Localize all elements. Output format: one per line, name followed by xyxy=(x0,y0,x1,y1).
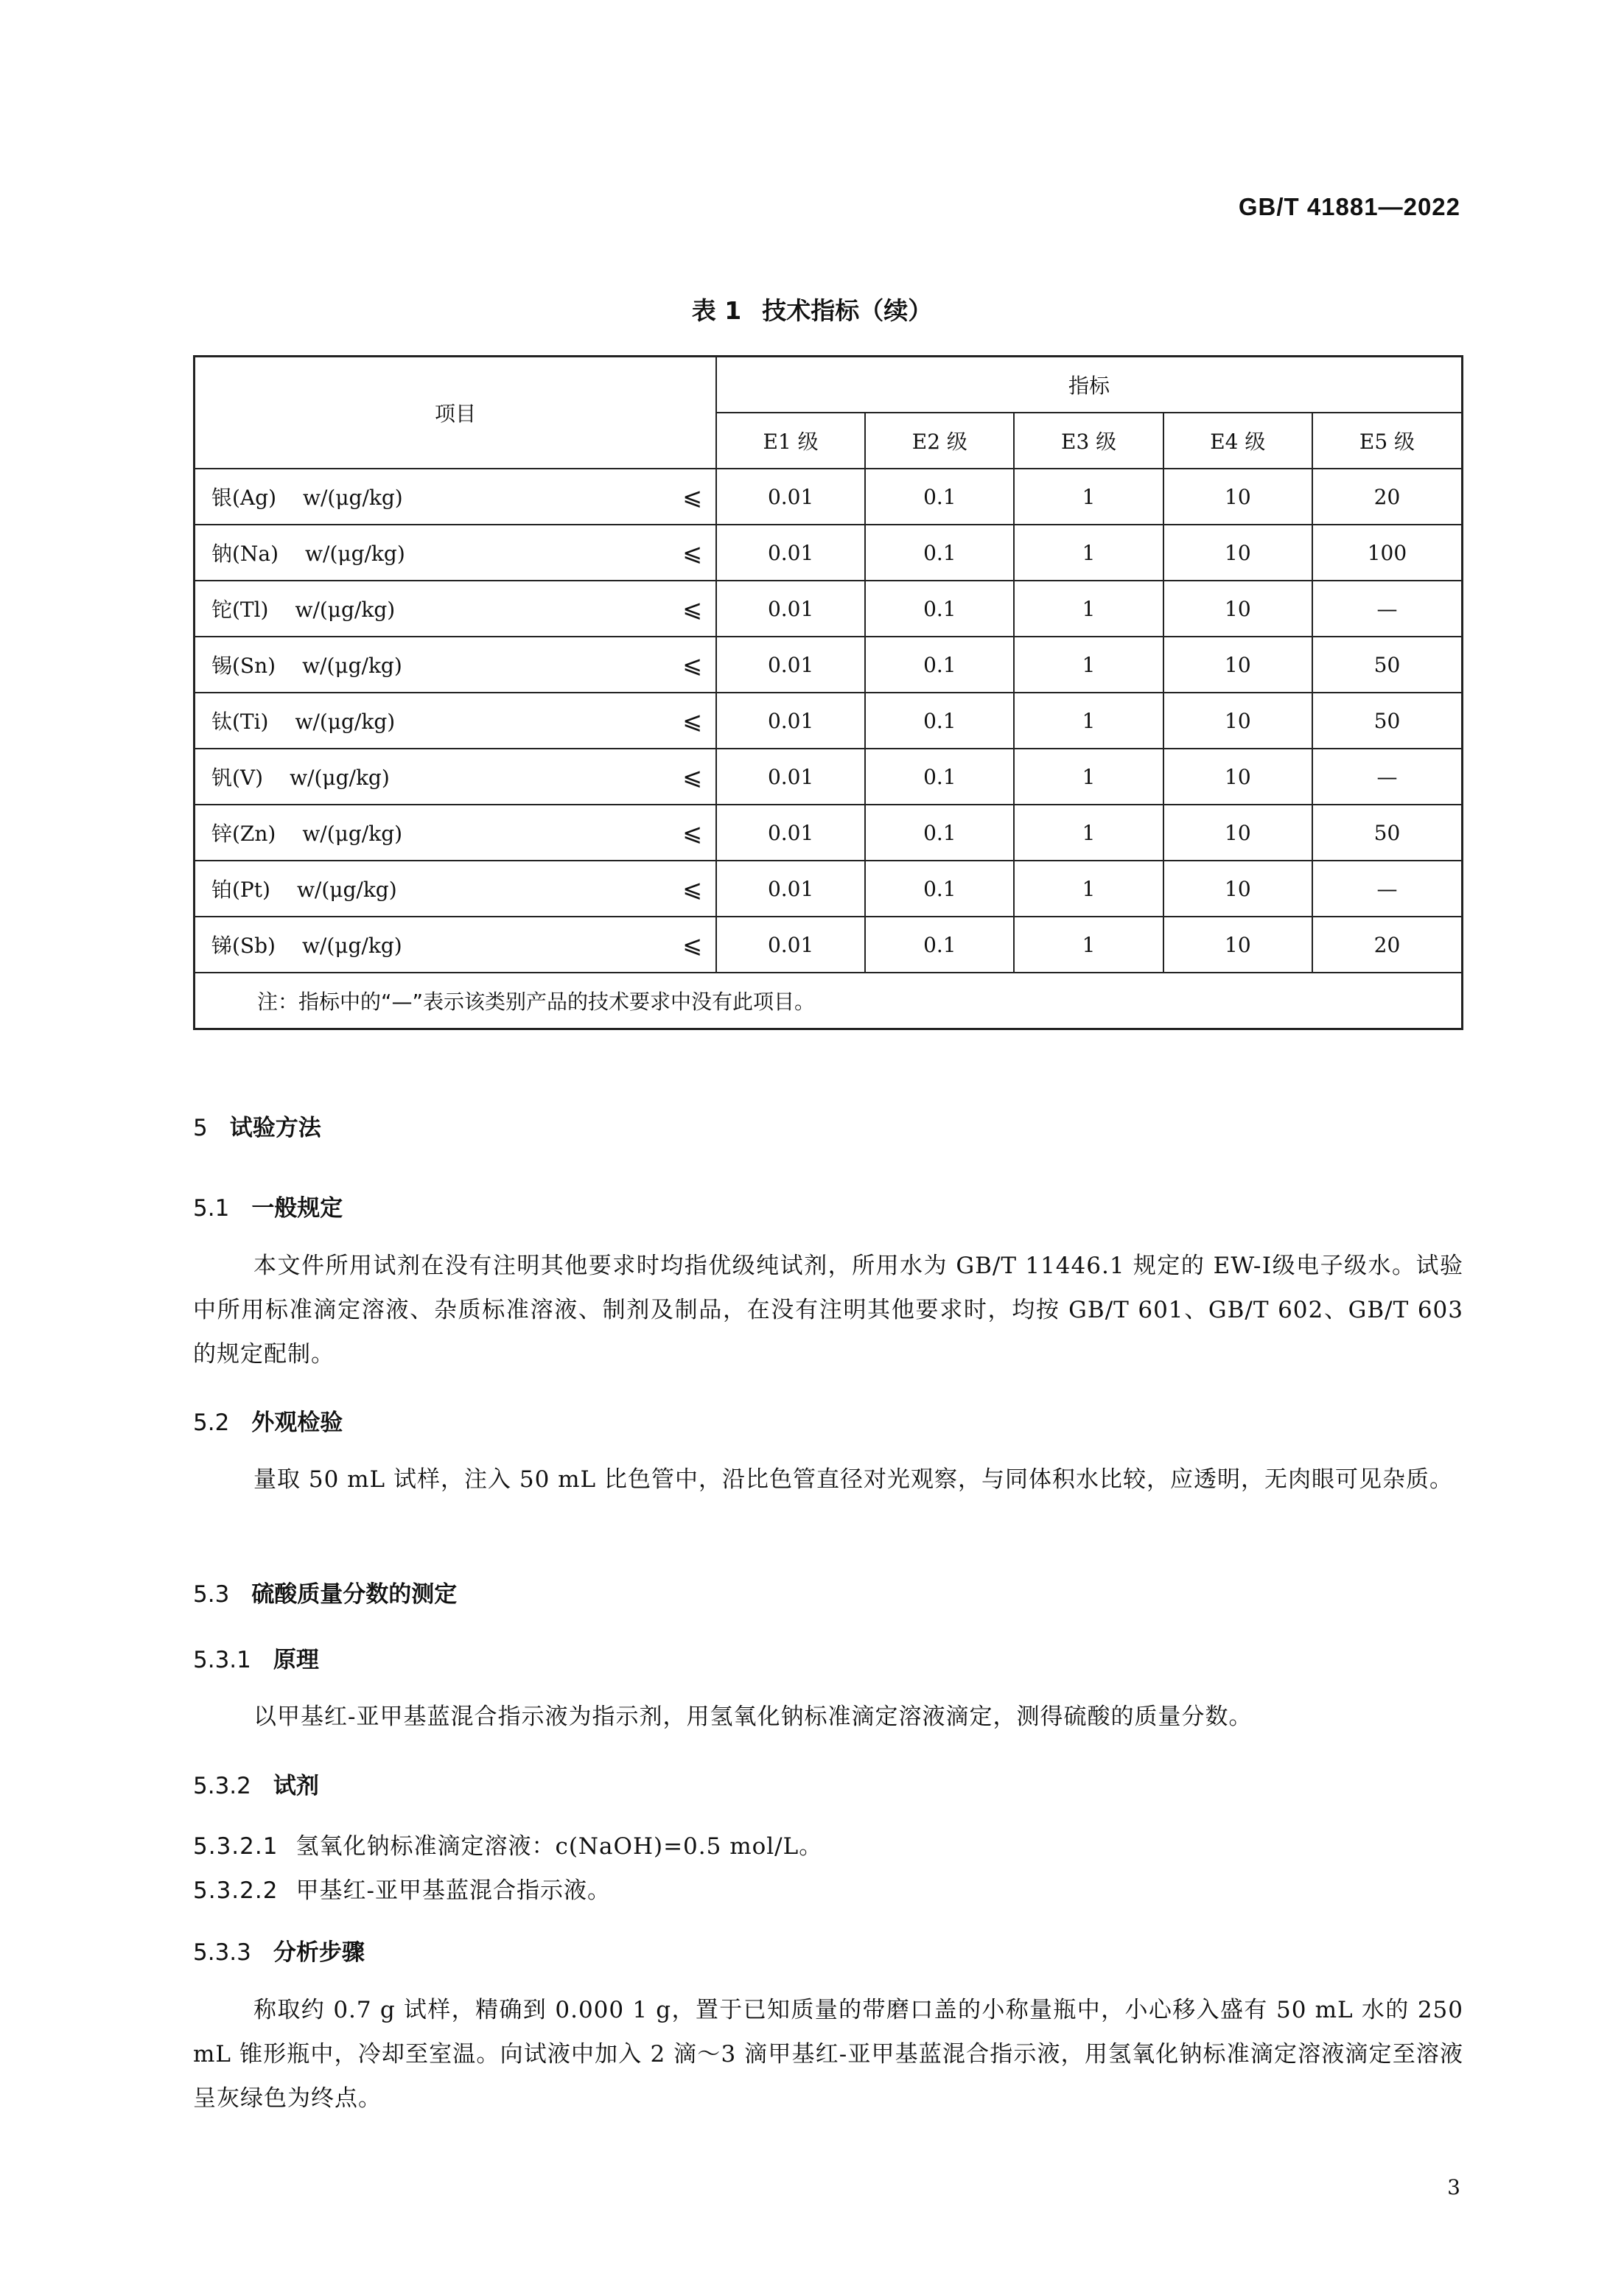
unit-label: w/(μg/kg) xyxy=(302,654,402,678)
value-cell: 0.1 xyxy=(865,749,1014,805)
value-cell: 0.1 xyxy=(865,805,1014,861)
section-5-3-2-heading xyxy=(193,1767,319,1800)
value-cell: 1 xyxy=(1014,469,1163,525)
section-title: 一般规定 xyxy=(251,1195,343,1222)
value-cell: 0.01 xyxy=(716,749,865,805)
section-title: 试验方法 xyxy=(229,1115,321,1141)
value-cell: 1 xyxy=(1014,917,1163,973)
section-5-heading xyxy=(193,1109,321,1142)
value-cell: 20 xyxy=(1312,917,1463,973)
table-title-prefix: 表 1 xyxy=(691,296,742,325)
less-equal-symbol: ⩽ xyxy=(682,875,702,903)
value-cell: 10 xyxy=(1163,861,1312,917)
value-cell: 10 xyxy=(1163,581,1312,637)
value-cell: 10 xyxy=(1163,749,1312,805)
grade-header: E3 级 xyxy=(1014,413,1163,469)
table-row xyxy=(195,693,1463,749)
value-cell: 0.1 xyxy=(865,917,1014,973)
grade-header: E2 级 xyxy=(865,413,1014,469)
element-name: 钛(Ti) xyxy=(211,710,269,734)
value-cell: 10 xyxy=(1163,805,1312,861)
unit-label: w/(μg/kg) xyxy=(290,766,390,790)
section-5-1-text: 本文件所用试剂在没有注明其他要求时均指优级纯试剂，所用水为 GB/T 11446.1 规定的 EW-Ⅰ级电子级水。试验中所用标准滴定溶液、杂质标准溶液、制剂及制品，在没有注明其他要求时，均按 GB/T 601、GB/T 602、GB/T 603 的规定配制。 xyxy=(193,1253,1463,1368)
grade-header: E1 级 xyxy=(716,413,865,469)
section-number: 5 xyxy=(193,1115,208,1141)
item-cell xyxy=(195,861,717,917)
table-row xyxy=(195,581,1463,637)
section-number: 5.2 xyxy=(193,1410,230,1436)
value-cell: 0.1 xyxy=(865,693,1014,749)
table-row xyxy=(195,525,1463,581)
value-cell: 0.01 xyxy=(716,581,865,637)
element-name: 钒(V) xyxy=(211,766,264,790)
value-cell: 20 xyxy=(1312,469,1463,525)
table-row xyxy=(195,749,1463,805)
element-name: 银(Ag) xyxy=(211,486,276,510)
section-title: 分析步骤 xyxy=(273,1939,365,1966)
value-cell: 50 xyxy=(1312,693,1463,749)
less-equal-symbol: ⩽ xyxy=(682,931,702,959)
section-number: 5.3.2 xyxy=(193,1773,251,1799)
unit-label: w/(μg/kg) xyxy=(295,710,396,734)
unit-label: w/(μg/kg) xyxy=(301,934,402,958)
value-cell: 1 xyxy=(1014,749,1163,805)
value-cell: 1 xyxy=(1014,581,1163,637)
section-number: 5.1 xyxy=(193,1195,230,1222)
section-title: 原理 xyxy=(273,1647,319,1673)
section-5-1-heading xyxy=(193,1189,343,1222)
value-cell: 0.01 xyxy=(716,469,865,525)
value-cell: 0.01 xyxy=(716,861,865,917)
less-equal-symbol: ⩽ xyxy=(682,763,702,791)
value-cell: — xyxy=(1312,581,1463,637)
value-cell: 100 xyxy=(1312,525,1463,581)
item-cell xyxy=(195,749,717,805)
page-number: 3 xyxy=(1447,2175,1460,2199)
section-5-3-3-text: 称取约 0.7 g 试样，精确到 0.000 1 g，置于已知质量的带磨口盖的小称量瓶中，小心移入盛有 50 mL 水的 250 mL 锥形瓶中，冷却至室温。向试液中加入 2 滴～3 滴甲基红-亚甲基蓝混合指示液，用氢氧化钠标准滴定溶液滴定至溶液呈灰绿色为终点。 xyxy=(193,1997,1463,2112)
value-cell: 10 xyxy=(1163,469,1312,525)
value-cell: 50 xyxy=(1312,637,1463,693)
element-name: 铂(Pt) xyxy=(211,878,270,902)
value-cell: 0.1 xyxy=(865,581,1014,637)
reagent-text: 甲基红-亚甲基蓝混合指示液。 xyxy=(295,1877,611,1904)
section-title: 硫酸质量分数的测定 xyxy=(251,1581,458,1608)
value-cell: — xyxy=(1312,749,1463,805)
value-cell: — xyxy=(1312,861,1463,917)
value-cell: 0.01 xyxy=(716,525,865,581)
value-cell: 1 xyxy=(1014,805,1163,861)
item-cell xyxy=(195,525,717,581)
grade-header: E4 级 xyxy=(1163,413,1312,469)
value-cell: 0.1 xyxy=(865,861,1014,917)
section-5-2-heading xyxy=(193,1404,343,1437)
section-5-3-3-heading xyxy=(193,1933,365,1967)
less-equal-symbol: ⩽ xyxy=(682,819,702,847)
grade-header: E5 级 xyxy=(1312,413,1463,469)
standard-code: GB/T 41881—2022 xyxy=(1238,193,1460,220)
section-5-2-text: 量取 50 mL 试样，注入 50 mL 比色管中，沿比色管直径对光观察，与同体积水比较，应透明，无肉眼可见杂质。 xyxy=(253,1466,1453,1493)
spec-table xyxy=(193,355,1463,1030)
value-cell: 0.1 xyxy=(865,637,1014,693)
table-row xyxy=(195,469,1463,525)
unit-label: w/(μg/kg) xyxy=(295,598,396,622)
element-name: 锡(Sn) xyxy=(211,654,276,678)
table-note: 注：指标中的“—”表示该类别产品的技术要求中没有此项目。 xyxy=(195,973,1463,1029)
section-5-3-heading xyxy=(193,1575,457,1608)
item-cell xyxy=(195,693,717,749)
spec-table-body xyxy=(195,469,1463,973)
value-cell: 0.01 xyxy=(716,693,865,749)
table-row xyxy=(195,805,1463,861)
section-title: 试剂 xyxy=(273,1773,319,1799)
section-5-3-1-text: 以甲基红-亚甲基蓝混合指示液为指示剂，用氢氧化钠标准滴定溶液滴定，测得硫酸的质量分数。 xyxy=(253,1704,1253,1730)
value-cell: 10 xyxy=(1163,917,1312,973)
unit-label: w/(μg/kg) xyxy=(302,822,403,846)
unit-label: w/(μg/kg) xyxy=(303,486,403,510)
section-title: 外观检验 xyxy=(251,1410,343,1436)
reagent-text: 氢氧化钠标准滴定溶液：c(NaOH)=0.5 mol/L。 xyxy=(295,1833,823,1860)
table-title-text: 技术指标（续） xyxy=(762,296,933,325)
table-row xyxy=(195,861,1463,917)
unit-label: w/(μg/kg) xyxy=(296,878,397,902)
less-equal-symbol: ⩽ xyxy=(682,707,702,735)
item-cell xyxy=(195,637,717,693)
less-equal-symbol: ⩽ xyxy=(682,595,702,623)
table-row xyxy=(195,917,1463,973)
value-cell: 50 xyxy=(1312,805,1463,861)
less-equal-symbol: ⩽ xyxy=(682,539,702,567)
section-number: 5.3 xyxy=(193,1581,230,1608)
less-equal-symbol: ⩽ xyxy=(682,651,702,679)
table-row xyxy=(195,637,1463,693)
section-number: 5.3.1 xyxy=(193,1647,251,1673)
value-cell: 0.01 xyxy=(716,637,865,693)
col-item-header: 项目 xyxy=(195,357,717,469)
value-cell: 0.01 xyxy=(716,917,865,973)
value-cell: 10 xyxy=(1163,693,1312,749)
value-cell: 1 xyxy=(1014,525,1163,581)
reagent-item xyxy=(193,1827,822,1860)
reagent-item xyxy=(193,1872,611,1905)
element-name: 锌(Zn) xyxy=(211,822,276,846)
col-group-header: 指标 xyxy=(716,357,1463,413)
item-cell xyxy=(195,917,717,973)
item-cell xyxy=(195,581,717,637)
value-cell: 10 xyxy=(1163,525,1312,581)
value-cell: 1 xyxy=(1014,693,1163,749)
reagent-number: 5.3.2.1 xyxy=(193,1833,279,1860)
item-cell xyxy=(195,805,717,861)
section-number: 5.3.3 xyxy=(193,1939,251,1966)
value-cell: 0.1 xyxy=(865,525,1014,581)
value-cell: 1 xyxy=(1014,637,1163,693)
reagent-number: 5.3.2.2 xyxy=(193,1877,279,1904)
element-name: 铊(Tl) xyxy=(211,598,269,622)
value-cell: 0.1 xyxy=(865,469,1014,525)
element-name: 钠(Na) xyxy=(211,542,279,566)
unit-label: w/(μg/kg) xyxy=(305,542,405,566)
table-title xyxy=(0,292,1624,326)
less-equal-symbol: ⩽ xyxy=(682,483,702,511)
element-name: 锑(Sb) xyxy=(211,934,276,958)
value-cell: 0.01 xyxy=(716,805,865,861)
value-cell: 10 xyxy=(1163,637,1312,693)
section-5-3-1-heading xyxy=(193,1641,319,1674)
value-cell: 1 xyxy=(1014,861,1163,917)
item-cell xyxy=(195,469,717,525)
